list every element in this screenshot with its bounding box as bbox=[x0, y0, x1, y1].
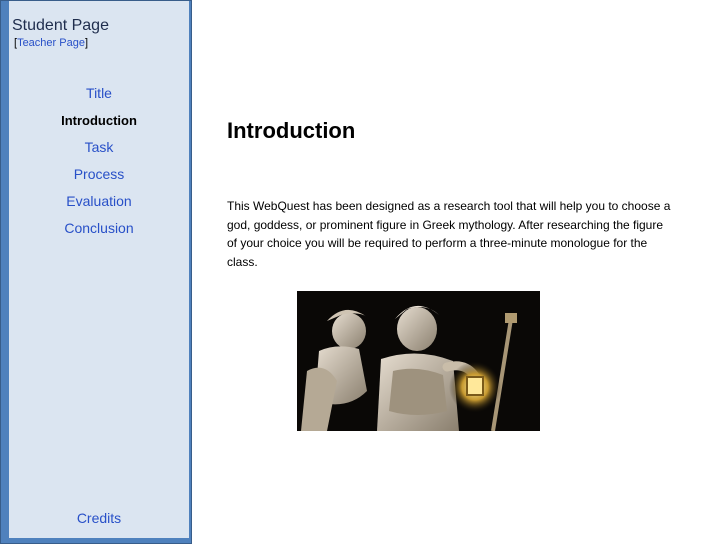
page-heading: Introduction bbox=[227, 118, 356, 143]
statues-illustration bbox=[297, 291, 540, 431]
greek-statues-photo bbox=[297, 291, 540, 431]
nav-panel bbox=[9, 53, 189, 538]
nav-process-link[interactable]: Process bbox=[73, 166, 125, 182]
nav-evaluation-link[interactable]: Evaluation bbox=[66, 193, 132, 209]
teacher-bracket-open: [ bbox=[14, 37, 18, 49]
student-page-title: Student Page bbox=[12, 17, 109, 34]
sidebar-header bbox=[9, 1, 189, 53]
nav-task-link[interactable]: Task bbox=[84, 139, 114, 155]
teacher-page-line bbox=[14, 37, 88, 49]
nav-introduction-current: Introduction bbox=[61, 113, 137, 128]
teacher-page-link[interactable]: Teacher Page bbox=[17, 37, 85, 49]
nav-title-link[interactable]: Title bbox=[86, 85, 112, 101]
teacher-bracket-close: ] bbox=[84, 37, 89, 49]
nav-credits-link[interactable]: Credits bbox=[76, 510, 122, 526]
nav-conclusion-link[interactable]: Conclusion bbox=[64, 220, 134, 236]
intro-paragraph: This WebQuest has been designed as a research tool that will help you to choose a god, goddess, or prominent figure in Greek mythology. After researching the figure of your choice you will be required to perform a three-minute monologue for the class. bbox=[227, 199, 671, 269]
sidebar bbox=[0, 0, 192, 544]
